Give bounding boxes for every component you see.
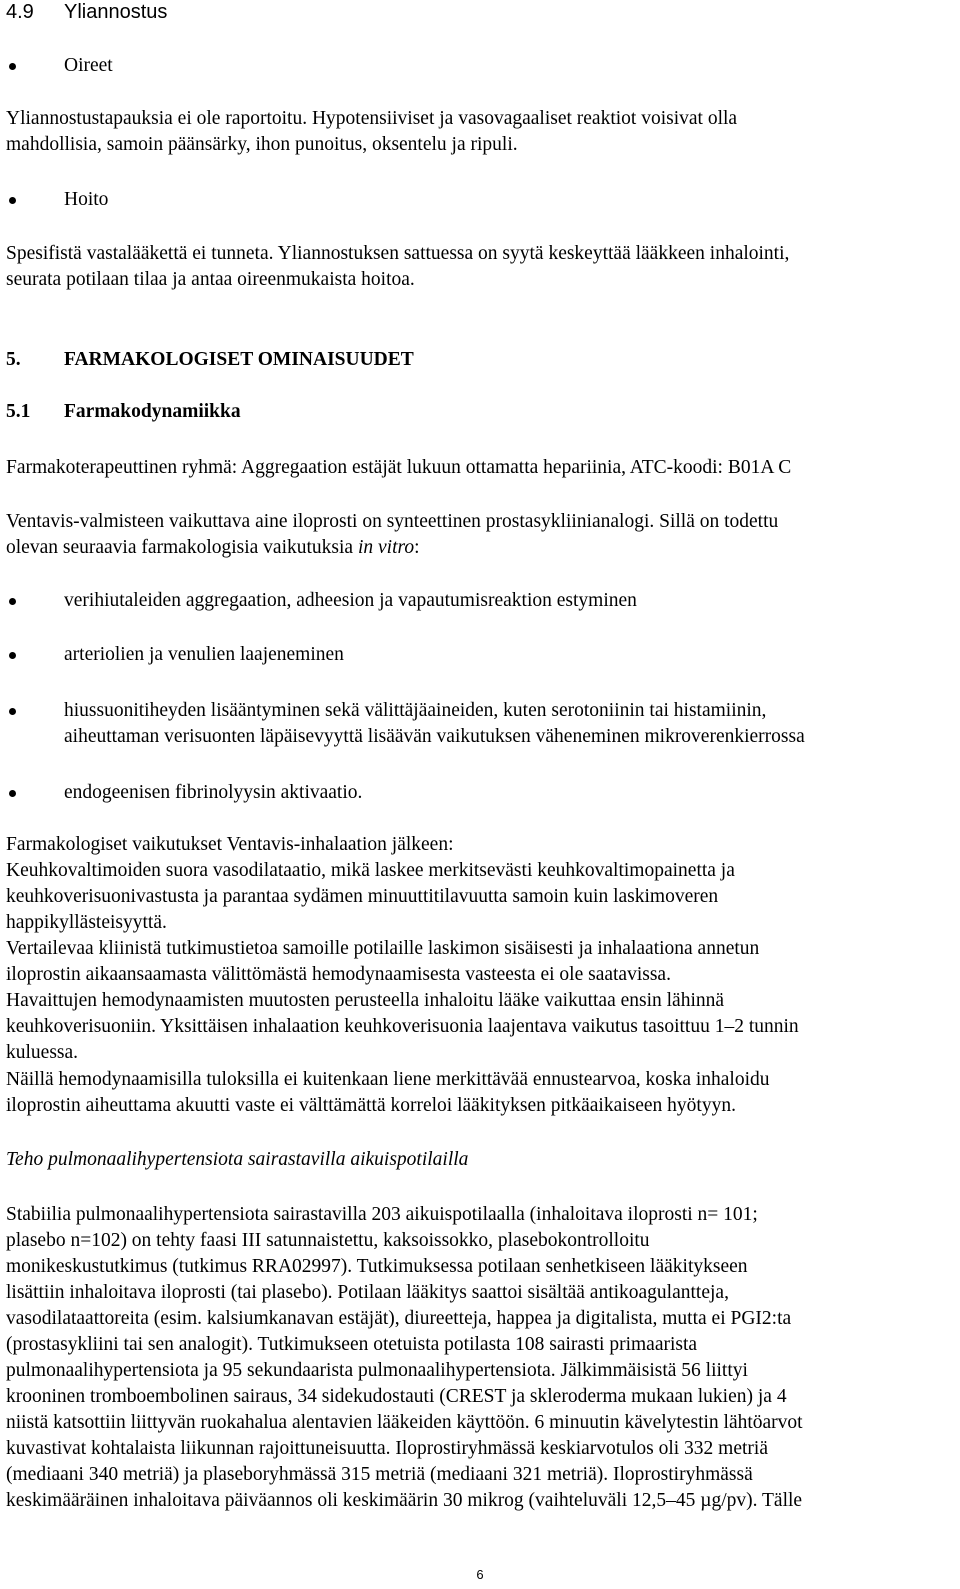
text-span: olevan seuraavia farmakologisia vaikutuksia	[6, 537, 358, 558]
bullet-dot-icon	[9, 598, 16, 605]
section-number: 5.1	[6, 401, 31, 422]
paragraph-line: (mediaani 340 metriä) ja plaseboryhmässä 315 metriä (mediaani 321 metriä). Iloprostiryhmässä	[6, 1464, 753, 1485]
paragraph-line: iloprostin aiheuttama akuutti vaste ei välttämättä korreloi lääkityksen pitkäaikaiseen hyötyyn.	[6, 1095, 736, 1116]
atc-line: Farmakoterapeuttinen ryhmä: Aggregaation estäjät lukuun ottamatta hepariinia, ATC-koodi: B01A C	[6, 457, 792, 478]
effect-text: verihiutaleiden aggregaation, adheesion ja vapautumisreaktion estyminen	[64, 590, 637, 611]
paragraph-line: keuhkoverisuoniin. Yksittäisen inhalaation keuhkoverisuonia laajentava vaikutus tasoittuu 1–2 tunnin	[6, 1016, 799, 1037]
paragraph-line: Vertailevaa kliinistä tutkimustietoa samoille potilaille laskimon sisäisesti ja inhalaationa annetun	[6, 938, 760, 959]
bullet-dot-icon	[9, 652, 16, 659]
section-number: 5.	[6, 349, 21, 370]
page-number: 6	[476, 1567, 484, 1582]
paragraph-line: Spesifistä vastalääkettä ei tunneta. Yliannostuksen sattuessa on syytä keskeyttää lääkkeen inhalointi,	[6, 243, 790, 264]
bullet-dot-icon	[9, 708, 16, 715]
paragraph-line: pulmonaalihypertensiota ja 95 sekundaarista pulmonaalihypertensiota. Jälkimmäisistä 56 liittyi	[6, 1360, 748, 1381]
paragraph-line: kuvastivat kohtalaista liikunnan rajoittuneisuutta. Iloprostiryhmässä keskiarvotulos oli 332 metriä	[6, 1438, 768, 1459]
paragraph-line: keuhkoverisuonivastusta ja parantaa sydämen minuuttitilavuutta samoin kuin laskimoveren	[6, 886, 719, 907]
effect-text: aiheuttaman verisuonten läpäisevyyttä lisäävän vaikutuksen väheneminen mikroverenkierrossa	[64, 726, 805, 747]
paragraph-line: seurata potilaan tilaa ja antaa oireenmukaista hoitoa.	[6, 269, 415, 290]
paragraph-line: Yliannostustapauksia ei ole raportoitu. Hypotensiiviset ja vasovagaaliset reaktiot voisivat olla	[6, 108, 738, 129]
bullet-dot-icon	[9, 197, 16, 204]
paragraph-line: happikyllästeisyyttä.	[6, 912, 167, 933]
paragraph-line: lisättiin inhaloitava iloprosti (tai plasebo). Potilaan lääkitys saattoi sisältää antikoagulantteja,	[6, 1282, 729, 1303]
bullet-treatment-label: Hoito	[64, 189, 109, 210]
section-heading-4-9	[6, 0, 167, 25]
bullet-dot-icon	[9, 790, 16, 797]
effect-text: endogeenisen fibrinolyysin aktivaatio.	[64, 782, 363, 803]
paragraph-line: vasodilataattoreita (esim. kalsiumkanavan estäjät), diureetteja, happea ja digitalista, mutta ei PGI2:ta	[6, 1308, 792, 1329]
paragraph-line: Ventavis-valmisteen vaikuttava aine iloprosti on synteettinen prostasykliinianalogi. Sillä on todettu	[6, 511, 779, 532]
subheading: Teho pulmonaalihypertensiota sairastavilla aikuispotilailla	[6, 1149, 469, 1170]
italic-term: in vitro	[357, 537, 415, 558]
bullet-symptoms-label: Oireet	[64, 55, 113, 76]
section-heading-5-1	[6, 399, 241, 425]
paragraph-line: Keuhkovaltimoiden suora vasodilataatio, mikä laskee merkitsevästi keuhkovaltimopainetta ja	[6, 860, 735, 881]
paragraph-line: Havaittujen hemodynaamisten muutosten perusteella inhaloitu lääke vaikuttaa ensin lähinnä	[6, 990, 725, 1011]
paragraph-line: mahdollisia, samoin päänsärky, ihon punoitus, oksentelu ja ripuli.	[6, 134, 518, 155]
section-title: Farmakodynamiikka	[64, 401, 241, 422]
paragraph-line: iloprostin aikaansaamasta välittömästä hemodynaamisesta vasteesta ei ole saatavissa.	[6, 964, 671, 985]
effect-text: hiussuonitiheyden lisääntyminen sekä välittäjäaineiden, kuten serotoniinin tai histamiinin,	[64, 700, 767, 721]
effect-item	[0, 698, 960, 750]
paragraph-line: niistä katsottiin liittyvän ruokahalua alentavien lääkeiden käyttöön. 6 minuutin kävelytestin lähtöarvot	[6, 1412, 803, 1433]
paragraph-line: plasebo n=102) on tehty faasi III satunnaistettu, kaksoissokko, plasebokontrolloitu	[6, 1230, 650, 1251]
paragraph-line: krooninen tromboembolinen sairaus, 34 sidekudostauti (CREST ja skleroderma mukaan lukien) ja 4	[6, 1386, 787, 1407]
text-span: :	[414, 537, 420, 558]
section-number: 4.9	[6, 1, 34, 23]
section-title: Yliannostus	[64, 1, 168, 23]
paragraph-line: Näillä hemodynaamisilla tuloksilla ei kuitenkaan liene merkittävää ennustearvoa, koska inhaloidu	[6, 1069, 770, 1090]
paragraph-line	[6, 535, 420, 561]
paragraph-line: keskimääräinen inhaloitava päiväannos oli keskimäärin 30 mikrog (vaihteluväli 12,5–45 µg/pv). Tälle	[6, 1490, 803, 1511]
paragraph-line: Stabiilia pulmonaalihypertensiota sairastavilla 203 aikuispotilaalla (inhaloitava iloprosti n= 101;	[6, 1204, 758, 1225]
effect-text: arteriolien ja venulien laajeneminen	[64, 644, 344, 665]
section-title: FARMAKOLOGISET OMINAISUUDET	[64, 349, 414, 370]
paragraph-line: Farmakologiset vaikutukset Ventavis-inhalaation jälkeen:	[6, 834, 454, 855]
bullet-dot-icon	[9, 63, 16, 70]
paragraph-line: monikeskustutkimus (tutkimus RRA02997). Tutkimuksessa potilaan senhetkiseen lääkitykseen	[6, 1256, 748, 1277]
paragraph-line: (prostasykliini tai sen analogit). Tutkimukseen otetuista potilasta 108 sairasti primaarista	[6, 1334, 698, 1355]
section-heading-5	[6, 347, 414, 373]
paragraph-line: kuluessa.	[6, 1042, 79, 1063]
